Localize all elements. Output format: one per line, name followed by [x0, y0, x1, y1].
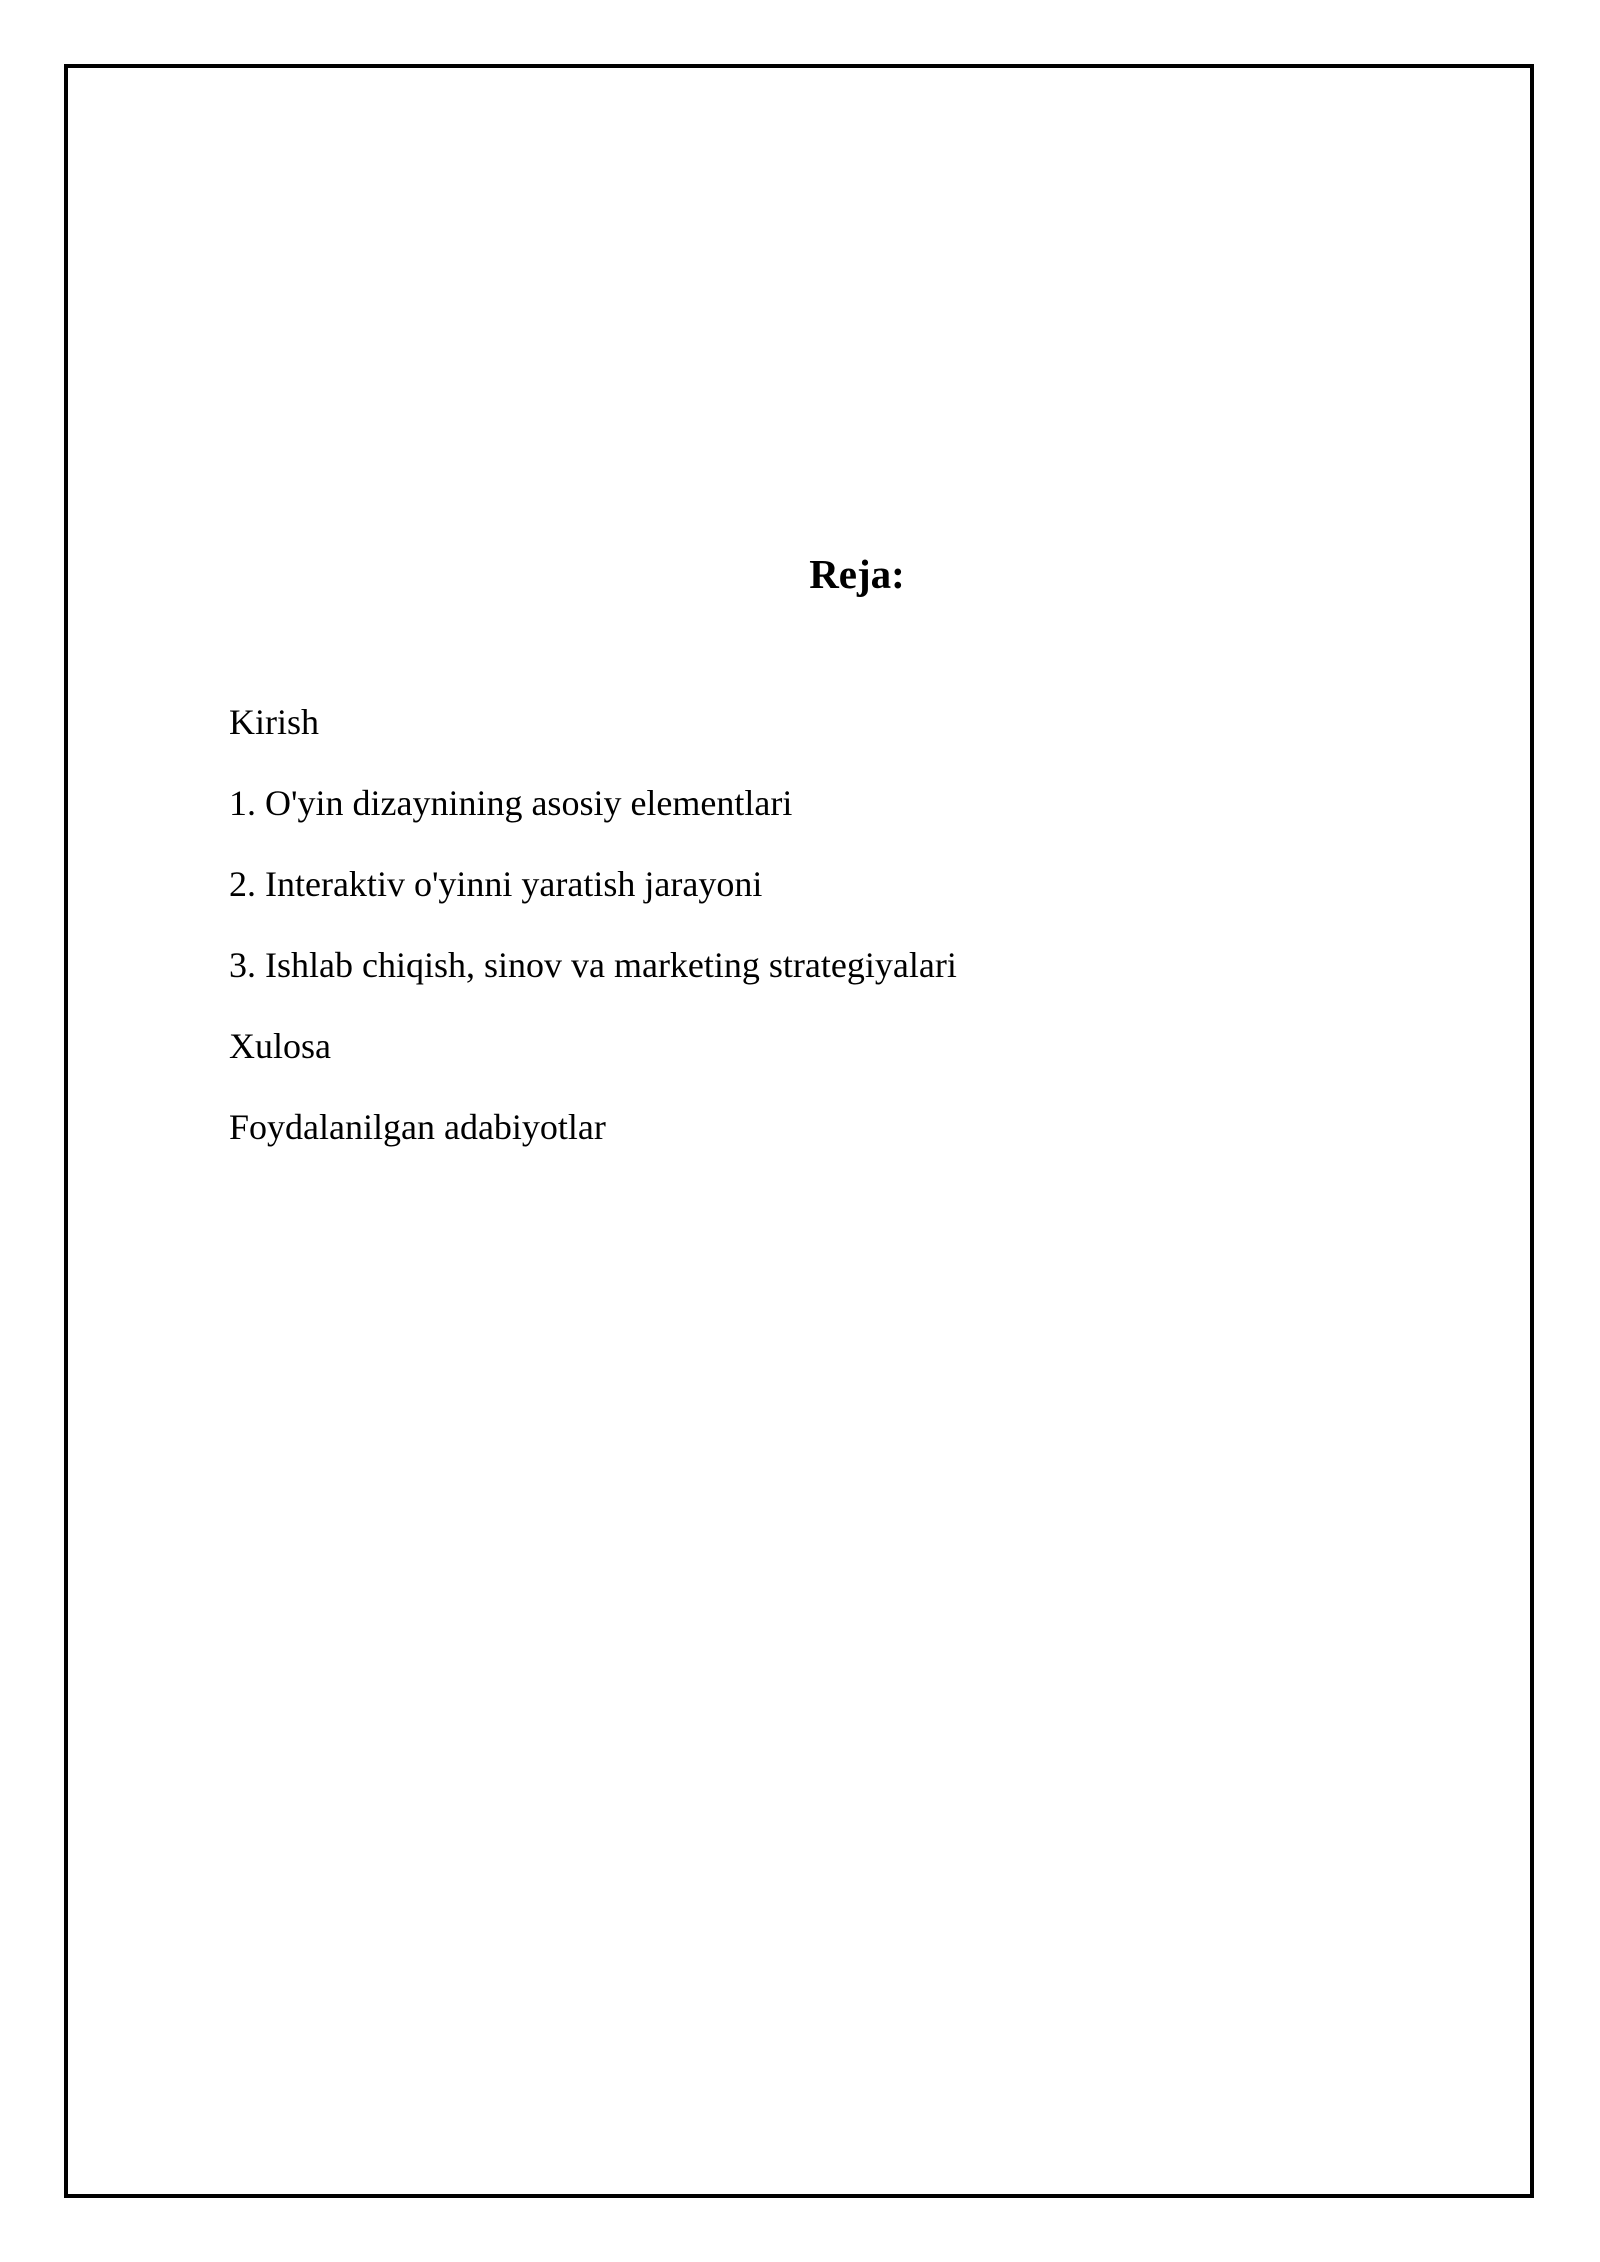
plan-item-2: 2. Interaktiv o'yinni yaratish jarayoni	[229, 864, 763, 904]
plan-item-1: 1. O'yin dizaynining asosiy elementlari	[229, 783, 793, 823]
plan-item-introduction: Kirish	[229, 702, 319, 742]
page-title: Reja:	[809, 551, 905, 597]
plan-list	[229, 697, 957, 1183]
plan-item-3: 3. Ishlab chiqish, sinov va marketing strategiyalari	[229, 945, 957, 985]
plan-item-conclusion: Xulosa	[229, 1026, 331, 1066]
plan-item-references: Foydalanilgan adabiyotlar	[229, 1107, 606, 1147]
